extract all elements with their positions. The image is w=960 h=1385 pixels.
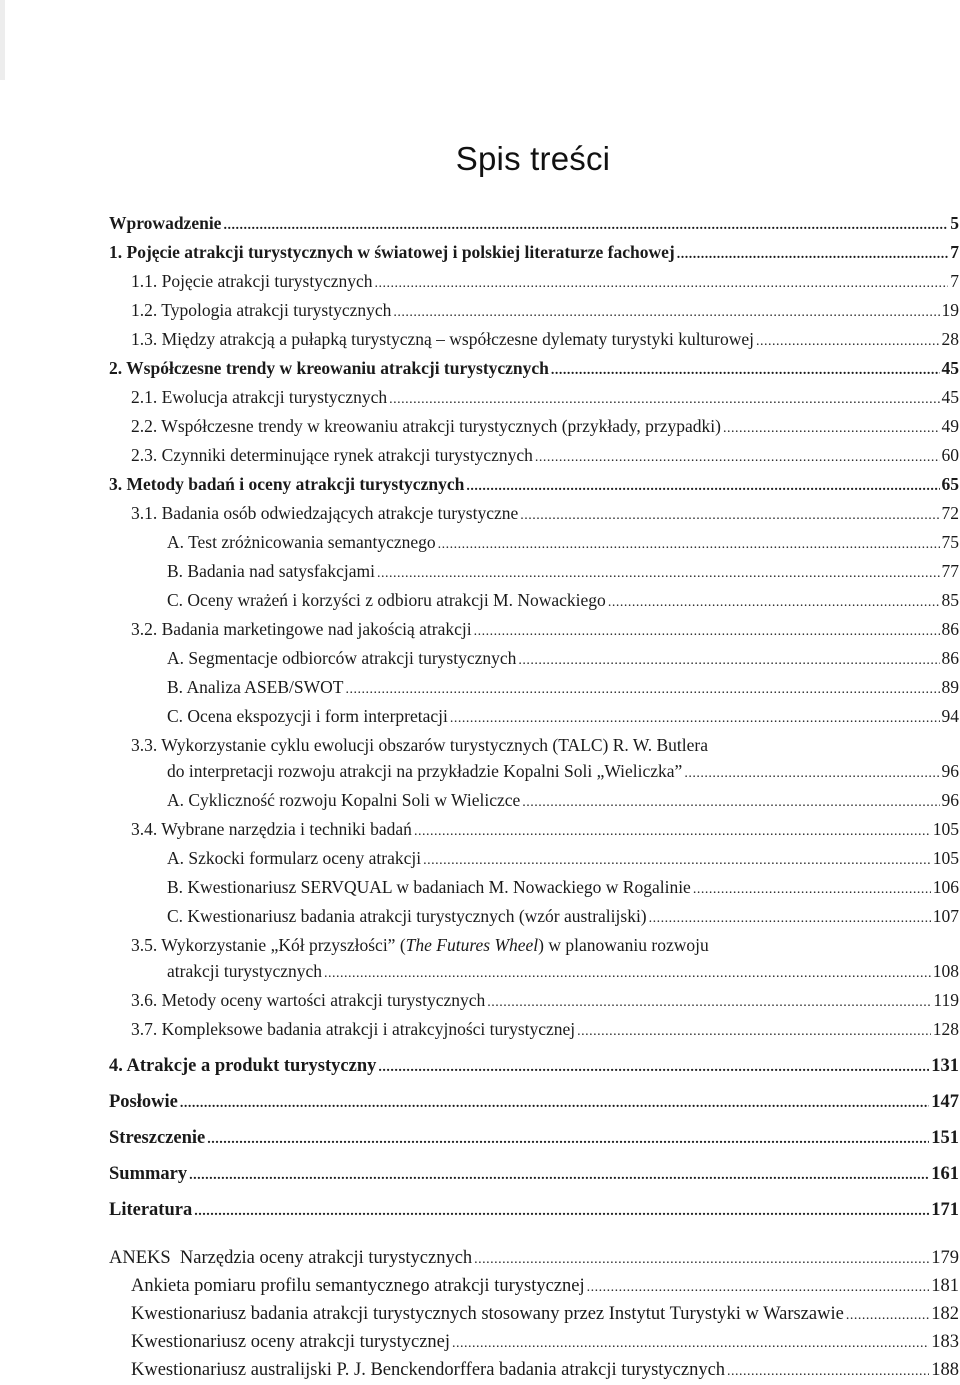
dot-leader — [393, 300, 939, 326]
toc-entry-annex-item[interactable] — [109, 1301, 959, 1329]
toc-entry-title: 3.4. Wybrane narzędzia i techniki badań — [131, 819, 412, 839]
toc-entry-title: Kwestionariusz badania atrakcji turystycznych stosowany przez Instytut Turystyki w Warszawie — [131, 1304, 844, 1324]
dot-leader — [189, 1163, 929, 1189]
italic-title: The Futures Wheel — [405, 935, 539, 955]
toc-entry-section-3-6[interactable] — [109, 987, 959, 1016]
dot-leader — [756, 329, 939, 355]
toc-entry-summary-pl[interactable] — [109, 1125, 959, 1153]
toc-entry-section-3-4[interactable] — [109, 816, 959, 845]
toc-entry-chapter-3[interactable] — [109, 471, 959, 500]
dot-leader — [466, 474, 939, 500]
dot-leader — [727, 1359, 929, 1385]
dot-leader — [487, 990, 931, 1016]
toc-page-number: 7 — [950, 271, 959, 291]
toc-entry-title: 3.7. Kompleksowe badania atrakcji i atrakcyjności turystycznej — [131, 1019, 576, 1039]
toc-entry-bibliography[interactable] — [109, 1197, 959, 1225]
dot-leader — [223, 213, 948, 239]
toc-entry-title-continuation: atrakcji turystycznych — [167, 961, 323, 981]
dot-leader — [518, 648, 939, 674]
toc-page-number: 171 — [931, 1200, 959, 1220]
toc-page-number: 181 — [931, 1276, 959, 1296]
toc-entry-afterword[interactable] — [109, 1089, 959, 1117]
toc-page-number: 86 — [941, 648, 959, 668]
dot-leader — [414, 819, 931, 845]
toc-page-number: 105 — [932, 819, 959, 839]
toc-entry-title: Literatura — [109, 1200, 193, 1220]
dot-leader — [345, 677, 939, 703]
dot-leader — [438, 532, 940, 558]
toc-entry-subsection[interactable] — [109, 645, 959, 674]
toc-entry-section-2-1[interactable] — [109, 384, 959, 413]
toc-entry-subsection[interactable] — [109, 874, 959, 903]
toc-entry-section-1-2[interactable] — [109, 297, 959, 326]
dot-leader — [535, 445, 940, 471]
toc-entry-subsection[interactable] — [109, 845, 959, 874]
toc-page-number: 179 — [931, 1248, 959, 1268]
toc-entry-title: 2. Współczesne trendy w kreowaniu atrakcji turystycznych — [109, 358, 549, 378]
toc-entry-title: A. Cykliczność rozwoju Kopalni Soli w Wieliczce — [167, 790, 521, 810]
toc-entry-title: B. Kwestionariusz SERVQUAL w badaniach M. Nowackiego w Rogalinie — [167, 877, 691, 897]
toc-entry-title: A. Szkocki formularz oceny atrakcji — [167, 848, 422, 868]
dot-leader — [450, 706, 940, 732]
toc-entry-title: 1.3. Między atrakcją a pułapką turystyczną – współczesne dylematy turystyki kulturowej — [131, 329, 755, 349]
dot-leader — [180, 1091, 929, 1117]
toc-entry-title-continuation: do interpretacji rozwoju atrakcji na przykładzie Kopalni Soli „Wieliczka” — [167, 761, 683, 781]
toc-entry-section-3-7[interactable] — [109, 1016, 959, 1045]
toc-page-number: 45 — [941, 387, 959, 407]
dot-leader — [522, 790, 939, 816]
toc-page-number: 49 — [941, 416, 959, 436]
toc-entry-title: Posłowie — [109, 1092, 178, 1112]
dot-leader — [846, 1303, 929, 1329]
toc-entry-section-3-3[interactable] — [109, 732, 959, 787]
toc-entry-title: ANEKS Narzędzia oceny atrakcji turystycznych — [109, 1248, 473, 1268]
toc-page-number: 7 — [950, 242, 959, 262]
toc-page-number: 19 — [941, 300, 959, 320]
toc-entry-title: Wprowadzenie — [109, 213, 222, 233]
toc-page-number: 107 — [932, 906, 959, 926]
toc-entry-title: C. Kwestionariusz badania atrakcji turystycznych (wzór australijski) — [167, 906, 647, 926]
toc-entry-section-2-3[interactable] — [109, 442, 959, 471]
toc-entry-section-1-3[interactable] — [109, 326, 959, 355]
dot-leader — [474, 1247, 929, 1273]
toc-entry-title: 1.1. Pojęcie atrakcji turystycznych — [131, 271, 373, 291]
dot-leader — [423, 848, 931, 874]
dot-leader — [520, 503, 939, 529]
toc-entry-title: 2.3. Czynniki determinujące rynek atrakcji turystycznych — [131, 445, 533, 465]
toc-entry-title: Kwestionariusz australijski P. J. Benckendorffera badania atrakcji turystycznych — [131, 1360, 726, 1380]
toc-entry-title: Streszczenie — [109, 1128, 206, 1148]
toc-entry-title: 4. Atrakcje a produkt turystyczny — [109, 1056, 377, 1076]
dot-leader — [677, 242, 949, 268]
toc-entry-subsection[interactable] — [109, 787, 959, 816]
toc-entry-title: Kwestionariusz oceny atrakcji turystycznej — [131, 1332, 451, 1352]
dot-leader — [207, 1127, 929, 1153]
toc-entry-title: A. Test zróżnicowania semantycznego — [167, 532, 436, 552]
toc-page-number: 86 — [941, 619, 959, 639]
dot-leader — [551, 358, 940, 384]
toc-entry-subsection[interactable] — [109, 903, 959, 932]
dot-leader — [324, 961, 931, 987]
toc-entry-title: 3. Metody badań i oceny atrakcji turystycznych — [109, 474, 465, 494]
toc-page-number: 106 — [932, 877, 959, 897]
toc-entry-title: 3.2. Badania marketingowe nad jakością atrakcji — [131, 619, 472, 639]
toc-entry-subsection[interactable] — [109, 703, 959, 732]
toc-entry-section-1-1[interactable] — [109, 268, 959, 297]
toc-entry-introduction[interactable] — [109, 210, 959, 239]
toc-page-number: 96 — [941, 761, 959, 781]
toc-entry-title: 1.2. Typologia atrakcji turystycznych — [131, 300, 392, 320]
toc-entry-section-2-2[interactable] — [109, 413, 959, 442]
toc-page-number: 161 — [931, 1164, 959, 1184]
toc-entry-title: C. Oceny wrażeń i korzyści z odbioru atrakcji M. Nowackiego — [167, 590, 606, 610]
toc-page-number: 28 — [941, 329, 959, 349]
dot-leader — [375, 271, 949, 297]
toc-entry-title: 3.1. Badania osób odwiedzających atrakcje turystyczne — [131, 503, 519, 523]
toc-entry-title: Summary — [109, 1164, 188, 1184]
toc-entry-title: 3.6. Metody oceny wartości atrakcji turystycznych — [131, 990, 486, 1010]
page-edge-shadow — [0, 0, 5, 80]
toc-entry-subsection[interactable] — [109, 587, 959, 616]
toc-entry-title: B. Badania nad satysfakcjami — [167, 561, 375, 581]
toc-page-number: 60 — [941, 445, 959, 465]
toc-entry-title: 2.1. Ewolucja atrakcji turystycznych — [131, 387, 388, 407]
toc-entry-title: 3.5. Wykorzystanie „Kół przyszłości” (The Futures Wheel) w planowaniu rozwoju — [131, 935, 709, 955]
dot-leader — [693, 877, 931, 903]
toc-entry-title: A. Segmentacje odbiorców atrakcji turystycznych — [167, 648, 517, 668]
toc-entry-subsection[interactable] — [109, 674, 959, 703]
dot-leader — [452, 1331, 929, 1357]
toc-entry-title: C. Ocena ekspozycji i form interpretacji — [167, 706, 448, 726]
toc-page-number: 182 — [931, 1304, 959, 1324]
dot-leader — [608, 590, 940, 616]
dot-leader — [194, 1199, 929, 1225]
dot-leader — [587, 1275, 930, 1301]
toc-entry-title: 3.3. Wykorzystanie cyklu ewolucji obszarów turystycznych (TALC) R. W. Butlera — [131, 735, 709, 755]
toc-entry-section-3-2[interactable] — [109, 616, 959, 645]
toc-page-number: 151 — [931, 1128, 959, 1148]
toc-page-number: 65 — [941, 474, 959, 494]
toc-page-number: 96 — [941, 790, 959, 810]
toc-entry-annex[interactable] — [109, 1245, 959, 1273]
toc-entry-annex-item[interactable] — [109, 1273, 959, 1301]
toc-page-number: 45 — [941, 358, 959, 378]
toc-page-number: 5 — [950, 213, 959, 233]
toc-page-number: 131 — [931, 1056, 959, 1076]
toc-page-number: 89 — [941, 677, 959, 697]
toc-entry-subsection[interactable] — [109, 558, 959, 587]
toc-entry-title: Ankieta pomiaru profilu semantycznego atrakcji turystycznej — [131, 1276, 585, 1296]
toc-entry-chapter-4[interactable] — [109, 1053, 959, 1081]
table-of-contents — [109, 210, 959, 1385]
toc-page-number: 75 — [941, 532, 959, 552]
toc-page-number: 147 — [931, 1092, 959, 1112]
dot-leader — [389, 387, 939, 413]
toc-page-number: 108 — [932, 961, 959, 981]
toc-page-number: 183 — [931, 1332, 959, 1352]
toc-page-number: 188 — [931, 1360, 959, 1380]
toc-entry-title: B. Analiza ASEB/SWOT — [167, 677, 344, 697]
toc-entry-summary-en[interactable] — [109, 1161, 959, 1189]
dot-leader — [684, 761, 939, 787]
toc-entry-title: 2.2. Współczesne trendy w kreowaniu atrakcji turystycznych (przykłady, przypadki) — [131, 416, 721, 436]
toc-entry-subsection[interactable] — [109, 529, 959, 558]
toc-page-number: 128 — [932, 1019, 959, 1039]
dot-leader — [377, 561, 940, 587]
dot-leader — [577, 1019, 931, 1045]
toc-entry-section-3-5[interactable] — [109, 932, 959, 987]
toc-entry-chapter-2[interactable] — [109, 355, 959, 384]
toc-entry-section-3-1[interactable] — [109, 500, 959, 529]
toc-page-number: 85 — [941, 590, 959, 610]
toc-page-number: 105 — [932, 848, 959, 868]
toc-page-number: 94 — [941, 706, 959, 726]
toc-entry-title: 1. Pojęcie atrakcji turystycznych w światowej i polskiej literaturze fachowej — [109, 242, 675, 262]
toc-entry-annex-item[interactable] — [109, 1357, 959, 1385]
dot-leader — [649, 906, 931, 932]
toc-entry-chapter-1[interactable] — [109, 239, 959, 268]
toc-page-number: 72 — [941, 503, 959, 523]
toc-page-number: 77 — [941, 561, 959, 581]
toc-entry-annex-item[interactable] — [109, 1329, 959, 1357]
dot-leader — [474, 619, 940, 645]
page-title: Spis treści — [455, 140, 611, 178]
dot-leader — [723, 416, 940, 442]
toc-page-number: 119 — [933, 990, 959, 1010]
dot-leader — [378, 1055, 929, 1081]
